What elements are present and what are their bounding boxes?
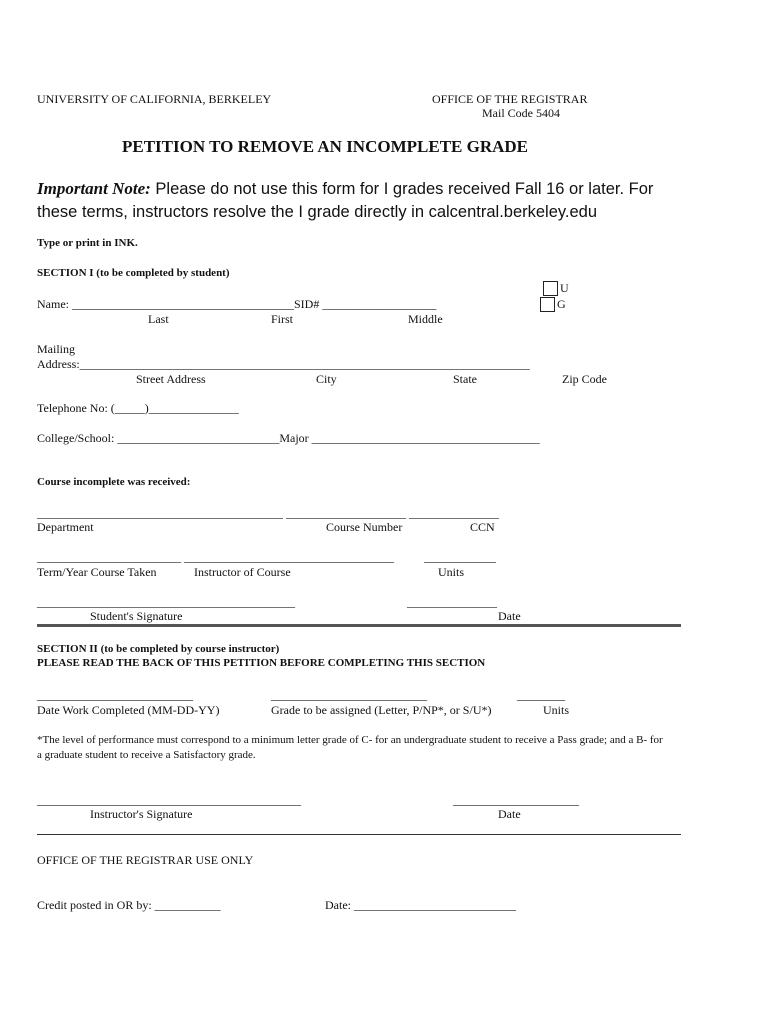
office-name: OFFICE OF THE REGISTRAR bbox=[432, 92, 588, 106]
section-divider bbox=[37, 624, 681, 627]
student-date-label: Date bbox=[498, 609, 521, 623]
mail-code: Mail Code 5404 bbox=[482, 106, 560, 120]
ink-instructions: Type or print in INK. bbox=[37, 237, 138, 249]
important-note-text: Please do not use this form for I grades received Fall 16 or later. For these terms, instructors resolve the I grade directly in calcentral.berkeley.edu bbox=[37, 180, 654, 221]
department-label: Department bbox=[37, 520, 94, 534]
name-last-label: Last bbox=[148, 312, 169, 326]
student-signature-label: Student's Signature bbox=[90, 609, 183, 623]
instructor-date-field[interactable]: _____________________ bbox=[453, 793, 579, 807]
date-work-completed-label: Date Work Completed (MM-DD-YY) bbox=[37, 703, 220, 717]
section2-units-label: Units bbox=[543, 703, 570, 717]
name-sid-field[interactable]: Name: _____________________________________SID# ___________________ bbox=[37, 297, 437, 311]
city-label: City bbox=[316, 372, 337, 386]
ccn-label: CCN bbox=[470, 520, 495, 534]
student-date-field[interactable]: _______________ bbox=[407, 595, 497, 609]
street-address-label: Street Address bbox=[136, 372, 206, 386]
instructor-signature-field[interactable]: ____________________________________________ bbox=[37, 793, 301, 807]
date-work-completed-field[interactable]: __________________________ bbox=[37, 688, 193, 702]
important-note bbox=[37, 177, 677, 224]
student-signature-field[interactable]: ___________________________________________ bbox=[37, 595, 295, 609]
mailing-label: Mailing bbox=[37, 342, 75, 356]
course-incomplete-heading: Course incomplete was received: bbox=[37, 476, 191, 488]
checkbox-g-label: G bbox=[557, 297, 566, 311]
course-fields[interactable]: _________________________________________ ____________________ _______________ bbox=[37, 506, 499, 520]
section2-units-field[interactable]: ________ bbox=[517, 688, 565, 702]
zip-code-label: Zip Code bbox=[562, 372, 607, 386]
name-middle-label: Middle bbox=[408, 312, 443, 326]
registrar-heading: OFFICE OF THE REGISTRAR USE ONLY bbox=[37, 853, 254, 867]
section1-heading: SECTION I (to be completed by student) bbox=[37, 267, 230, 279]
university-name: UNIVERSITY OF CALIFORNIA, BERKELEY bbox=[37, 92, 272, 106]
registrar-date-field[interactable]: Date: ___________________________ bbox=[325, 898, 516, 912]
term-label: Term/Year Course Taken bbox=[37, 565, 157, 579]
undergraduate-checkbox[interactable] bbox=[543, 281, 558, 296]
grade-label: Grade to be assigned (Letter, P/NP*, or S/U*) bbox=[271, 703, 492, 717]
form-title: PETITION TO REMOVE AN INCOMPLETE GRADE bbox=[122, 137, 529, 156]
telephone-field[interactable]: Telephone No: (_____)_______________ bbox=[37, 401, 239, 415]
instructor-signature-label: Instructor's Signature bbox=[90, 807, 193, 821]
important-note-label: Important Note: bbox=[37, 179, 151, 198]
instructor-label: Instructor of Course bbox=[194, 565, 291, 579]
graduate-checkbox[interactable] bbox=[540, 297, 555, 312]
credit-posted-field[interactable]: Credit posted in OR by: ___________ bbox=[37, 898, 221, 912]
state-label: State bbox=[453, 372, 477, 386]
name-first-label: First bbox=[271, 312, 294, 326]
course-number-label: Course Number bbox=[326, 520, 403, 534]
section2-subheading: PLEASE READ THE BACK OF THIS PETITION BEFORE COMPLETING THIS SECTION bbox=[37, 657, 486, 669]
grade-field[interactable]: __________________________ bbox=[271, 688, 427, 702]
section2-heading: SECTION II (to be completed by course instructor) bbox=[37, 643, 280, 655]
checkbox-u-label: U bbox=[560, 281, 569, 295]
instructor-date-label: Date bbox=[498, 807, 521, 821]
term-instructor-units-fields[interactable]: ________________________ ___________________________________ ____________ bbox=[37, 550, 496, 564]
address-field[interactable]: Address:___________________________________________________________________________ bbox=[37, 357, 530, 371]
registrar-divider bbox=[37, 834, 681, 835]
college-major-field[interactable]: College/School: ___________________________Major ______________________________________ bbox=[37, 431, 540, 445]
units-label: Units bbox=[438, 565, 465, 579]
grade-footnote: *The level of performance must correspond to a minimum letter grade of C- for an undergraduate student to receive a Pass grade; and a B- for a graduate student to receive a Satisfactory grade. bbox=[37, 734, 663, 761]
